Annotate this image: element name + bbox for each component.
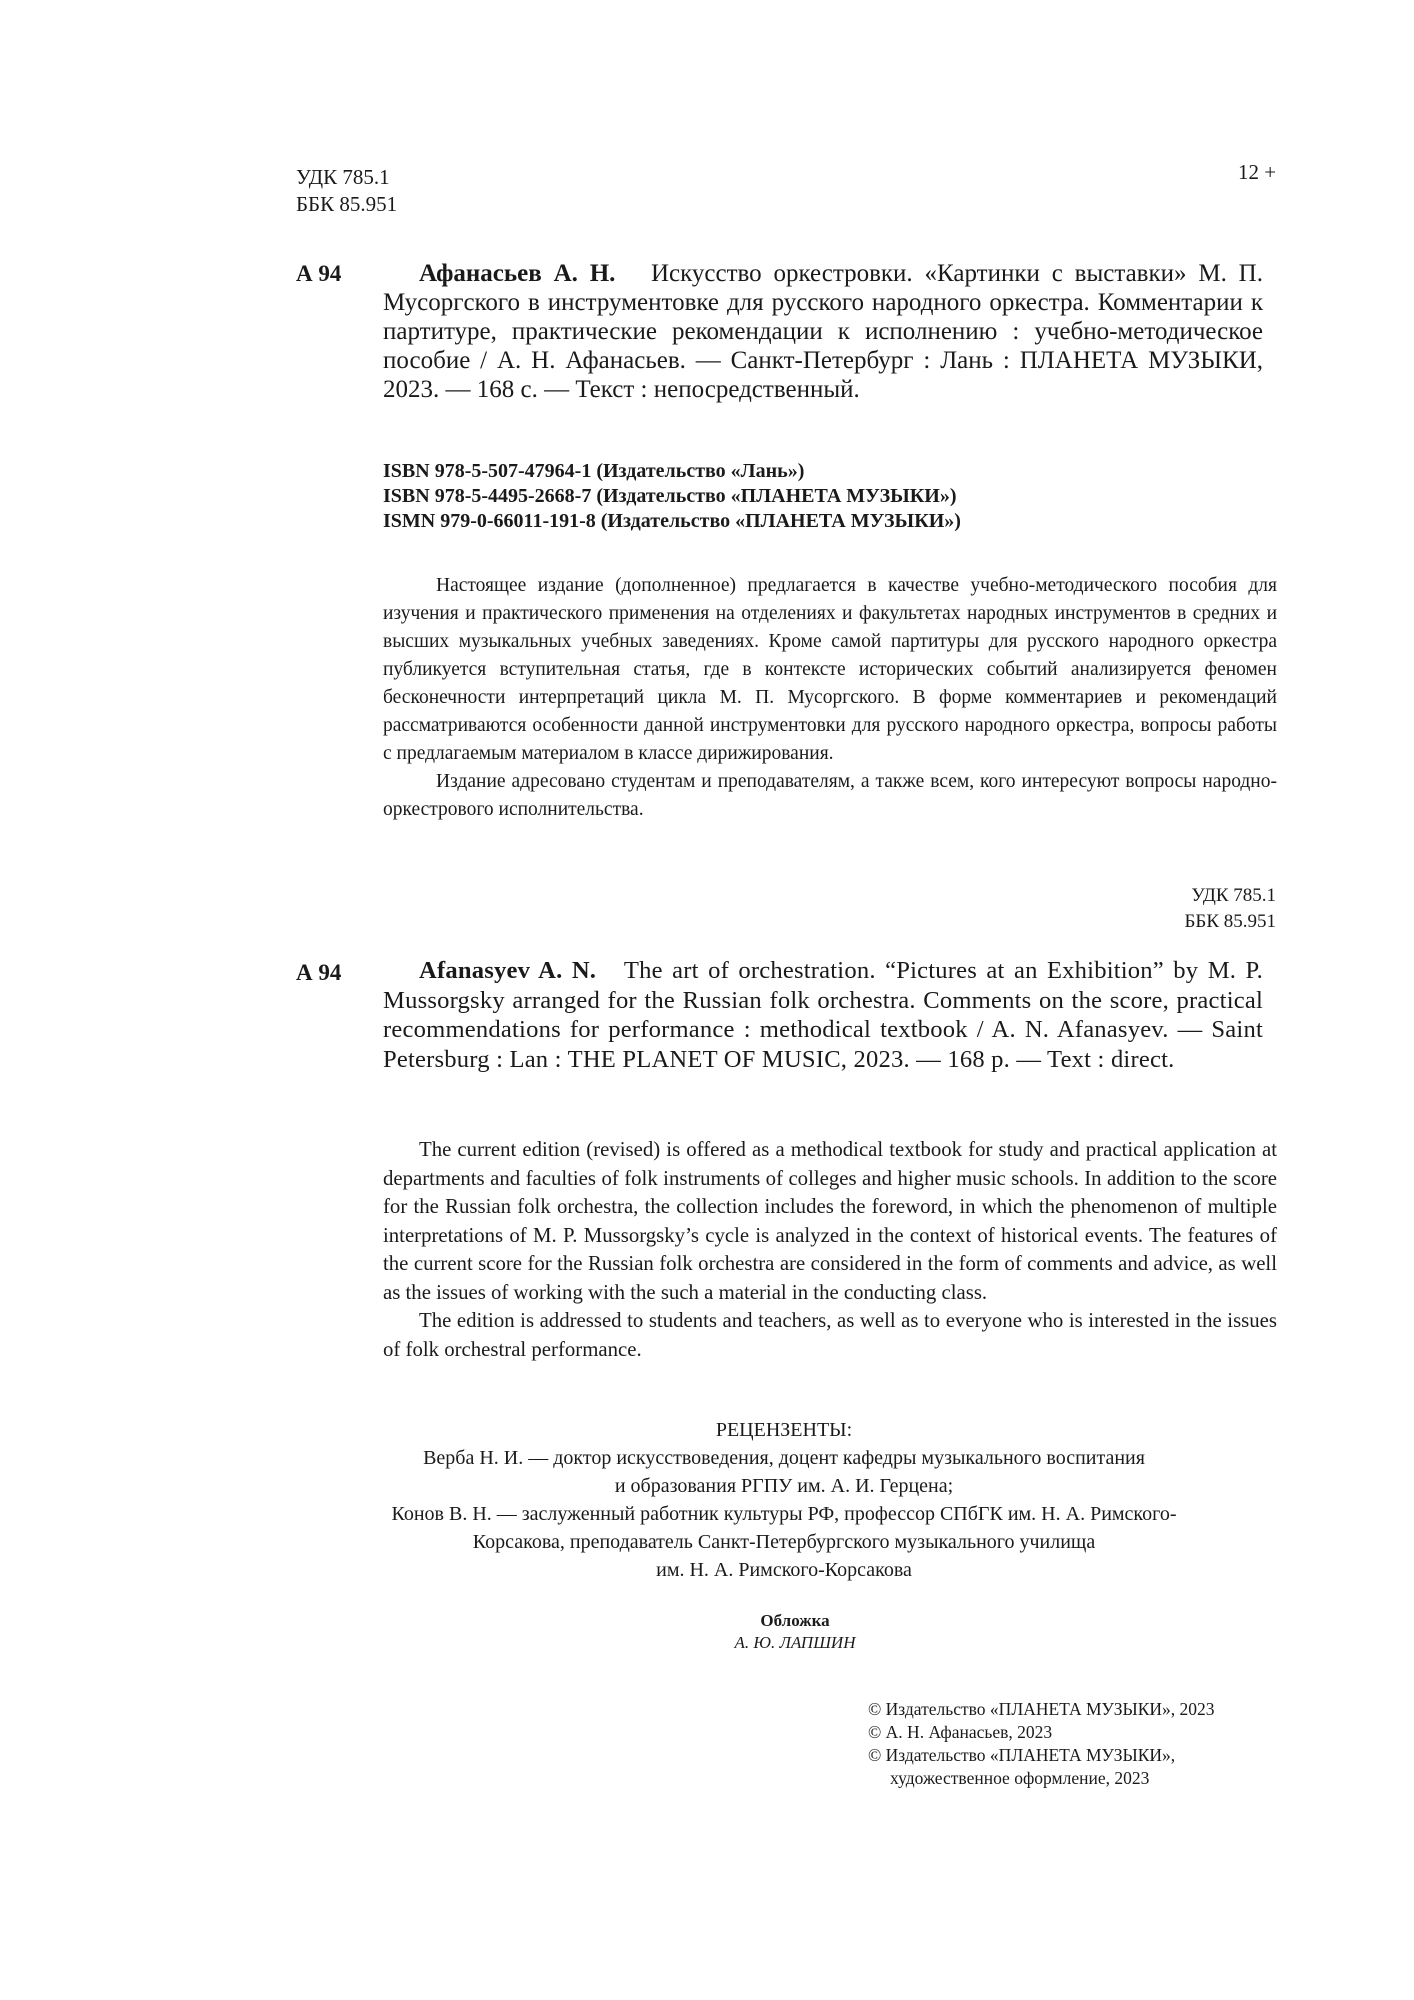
bbk-code-right: ББК 85.951	[1184, 911, 1276, 932]
author-en: Afanasyev A. N.	[419, 957, 597, 984]
cover-title: Обложка	[760, 1611, 830, 1630]
copyright-line: © Издательство «ПЛАНЕТА МУЗЫКИ»,	[868, 1745, 1176, 1765]
cover-artist: А. Ю. ЛАПШИН	[734, 1633, 856, 1652]
isbn-line: ISBN 978-5-4495-2668-7 (Издательство «ПЛАНЕТА МУЗЫКИ»)	[383, 485, 957, 507]
annotation-en	[383, 1136, 1277, 1364]
author-mark-ru: А 94	[296, 261, 342, 286]
annotation-ru-p1: Настоящее издание (дополненное) предлагается в качестве учебно-методического пособия для изучения и практического применения на отделениях и факультетах народных инструментов в средних и высших музыкальных учебных заведениях. Кроме самой партитуры для русского народного оркестра публикуется вступительная статья, где в контексте исторических событий анализируется феномен бесконечности интерпретаций цикла М. П. Мусоргского. В форме комментариев и рекомендаций рассматриваются особенности данной инструментовки для русского народного оркестра, вопросы работы с предлагаемым материалом в классе дирижирования.	[383, 575, 1277, 764]
isbn-line: ISBN 978-5-507-47964-1 (Издательство «Лань»)	[383, 460, 805, 482]
ismn-line: ISMN 979-0-66011-191-8 (Издательство «ПЛАНЕТА МУЗЫКИ»)	[383, 510, 961, 532]
reviewer-2-line: Конов В. Н. — заслуженный работник культуры РФ, профессор СПбГК им. Н. А. Римского-	[391, 1503, 1177, 1525]
copyright-line-cont: художественное оформление, 2023	[890, 1768, 1150, 1788]
copyright-block	[868, 1698, 1215, 1790]
author-mark-en: А 94	[296, 960, 342, 985]
udk-code: УДК 785.1	[296, 165, 390, 189]
bib-record-en	[383, 956, 1263, 1074]
classification-right	[1185, 883, 1277, 935]
reviewer-1-line: Верба Н. И. — доктор искусствоведения, доцент кафедры музыкального воспитания	[423, 1447, 1145, 1469]
udk-code-right: УДК 785.1	[1191, 885, 1276, 906]
reviewers-title: РЕЦЕНЗЕНТЫ:	[715, 1419, 853, 1441]
bib-record-ru	[383, 259, 1263, 404]
bbk-code: ББК 85.951	[296, 192, 398, 216]
reviewer-2-line: им. Н. А. Римского-Корсакова	[656, 1559, 912, 1581]
reviewer-2-line: Корсакова, преподаватель Санкт-Петербургского музыкального училища	[472, 1531, 1096, 1553]
reviewers	[290, 1416, 1278, 1584]
copyright-line: © А. Н. Афанасьев, 2023	[868, 1722, 1053, 1742]
isbn-block	[383, 459, 961, 534]
copyright-line: © Издательство «ПЛАНЕТА МУЗЫКИ», 2023	[868, 1699, 1215, 1719]
age-rating: 12 +	[1238, 160, 1277, 184]
annotation-en-p1: The current edition (revised) is offered as a methodical textbook for study and practical application at departments and faculties of folk instruments of colleges and higher music schools. In addition to the score for the Russian folk orchestra, the collection includes the foreword, in which the phenomenon of multiple interpretations of M. P. Mussorgsky’s cycle is analyzed in the context of historical events. The features of the current score for the Russian folk orchestra are considered in the form of comments and advice, as well as the issues of working with the such a material in the conducting class.	[383, 1138, 1277, 1304]
annotation-ru-p2: Издание адресовано студентам и преподавателям, а также всем, кого интересуют вопросы народно-оркестрового исполнительства.	[383, 771, 1277, 820]
cover-credit	[290, 1610, 1300, 1654]
description-en: The art of orchestration. “Pictures at an Exhibition” by M. P. Mussorgsky arranged for the Russian folk orchestra. Comments on the score, practical recommendations for performance : methodical textbook / A. N. Afanasyev. — Saint Petersburg : Lan : THE PLANET OF MUSIC, 2023. — 168 p. — Text : direct.	[383, 957, 1264, 1073]
reviewer-1-line: и образования РГПУ им. А. И. Герцена;	[614, 1475, 954, 1497]
description-ru: Искусство оркестровки. «Картинки с выставки» М. П. Мусоргского в инструментовке для русского народного оркестра. Комментарии к партитуре, практические рекомендации к исполнению : учебно-методическое пособие / А. Н. Афанасьев. — Санкт-Петербург : Лань : ПЛАНЕТА МУЗЫКИ, 2023. — 168 с. — Текст : непосредственный.	[383, 260, 1263, 403]
author-ru: Афанасьев А. Н.	[419, 260, 616, 287]
annotation-ru	[383, 572, 1277, 824]
top-classification	[296, 164, 397, 218]
annotation-en-p2: The edition is addressed to students and teachers, as well as to everyone who is interested in the issues of folk orchestral performance.	[383, 1309, 1277, 1361]
